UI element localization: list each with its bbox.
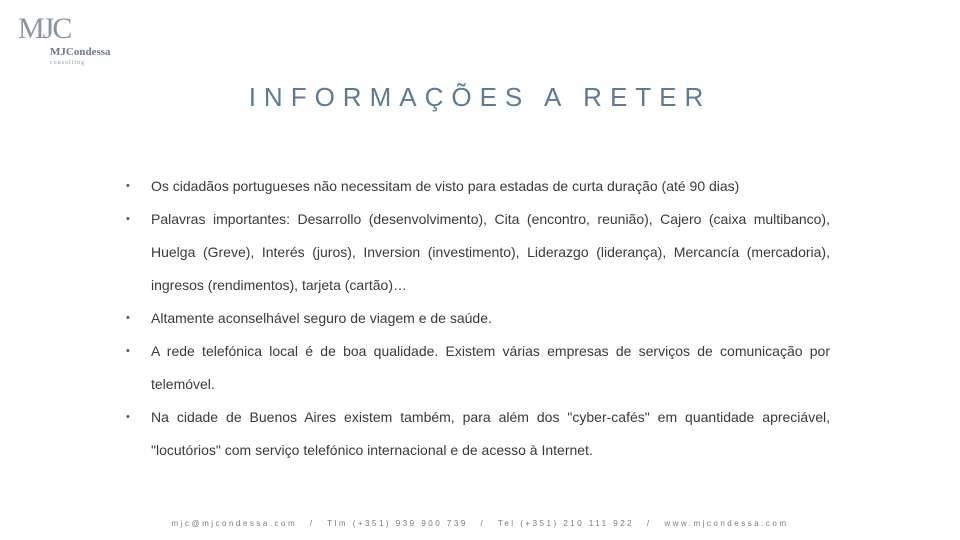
slide-title: INFORMAÇÕES A RETER [248,82,712,112]
footer-email: mjc@mjcondessa.com [171,519,298,528]
bullet-text: Na cidade de Buenos Aires existem também, para além dos "cyber-cafés" em quantidade apreciável, "locutórios" com serviço telefónico internacional e de acesso à Internet. [151,409,830,458]
footer-phone: Tel (+351) 210 111 922 [497,519,635,528]
bullet-icon: • [126,312,130,324]
footer-separator: / [480,519,486,528]
bullet-icon: • [126,213,130,225]
bullet-item-telephone [124,335,830,401]
bullet-item-visa [124,170,830,203]
company-logo [18,14,128,74]
logo-monogram: MJC [18,12,71,45]
bullet-text: Os cidadãos portugueses não necessitam de visto para estadas de curta duração (até 90 dias) [151,178,740,194]
bullet-icon: • [126,180,130,192]
bullet-icon: • [126,411,130,423]
footer-separator: / [646,519,652,528]
footer-website: www.mjcondessa.com [664,519,789,528]
bullet-list [124,170,830,467]
bullet-text: A rede telefónica local é de boa qualidade. Existem várias empresas de serviços de comunicação por telemóvel. [151,343,830,392]
footer-contact [0,519,960,528]
bullet-item-vocabulary [124,203,830,302]
footer-separator: / [309,519,315,528]
footer-mobile: Tlm (+351) 939 900 739 [327,519,468,528]
logo-tagline: consulting [50,60,85,66]
logo-company-name: MJCondessa [50,46,111,58]
bullet-icon: • [126,345,130,357]
bullet-item-insurance [124,302,830,335]
bullet-text: Altamente aconselhável seguro de viagem e de saúde. [151,310,492,326]
bullet-text: Palavras importantes: Desarrollo (desenvolvimento), Cita (encontro, reunião), Cajero (caixa multibanco), Huelga (Greve), Interés (juros), Inversion (investimento), Liderazgo (liderança), Mercancía (mercadoria), ingresos (rendimentos), tarjeta (cartão)… [151,211,830,293]
bullet-item-internet [124,401,830,467]
